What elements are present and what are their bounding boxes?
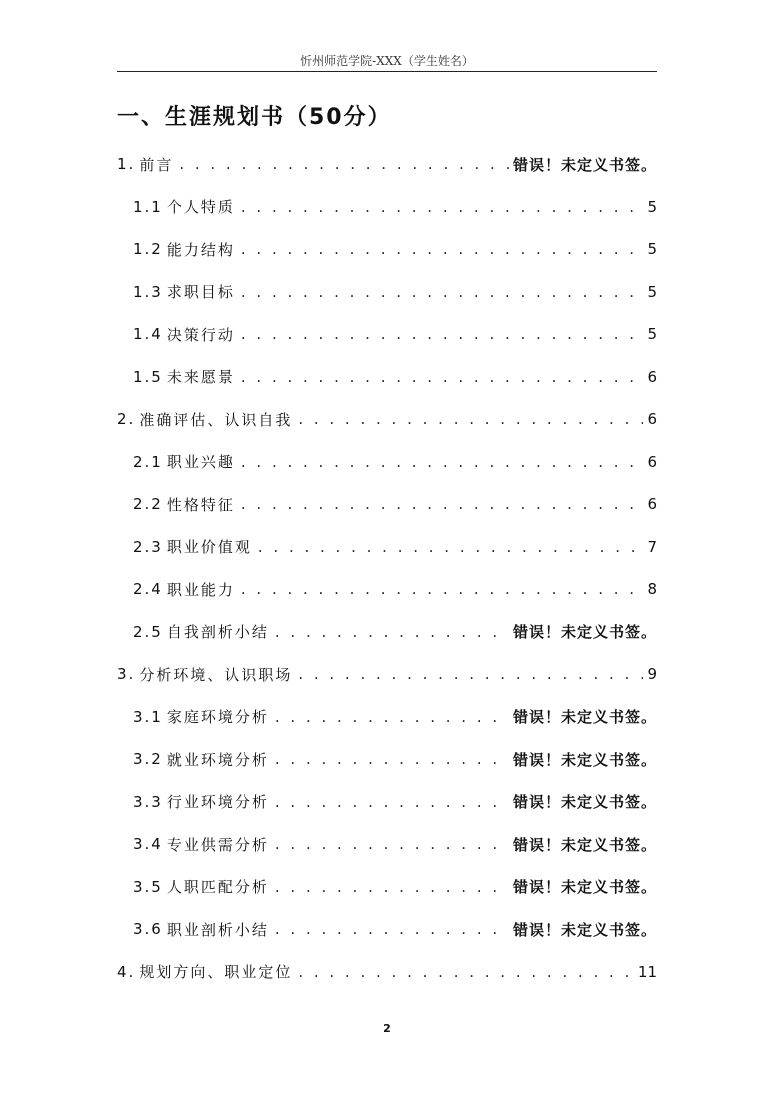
toc-entry-number: 2.3 [133, 537, 163, 556]
toc-dot-leader [241, 198, 644, 216]
section-heading: 一、生涯规划书（50分） [117, 105, 392, 130]
toc-entry-title: 准确评估、认识自我 [139, 410, 293, 429]
toc-entry[interactable] [117, 696, 657, 739]
toc-entry-number: 1.5 [133, 367, 163, 386]
toc-entry[interactable] [117, 228, 657, 271]
toc-entry-bookmark-error: 错误！未定义书签。 [512, 920, 657, 939]
page-header: 忻州师范学院-XXX（学生姓名） [300, 54, 474, 68]
toc-entry-title: 决策行动 [166, 325, 235, 344]
toc-dot-leader [241, 325, 644, 343]
toc-entry-title: 职业价值观 [166, 538, 252, 557]
toc-entry-number: 2. [117, 410, 136, 429]
toc-dot-leader [241, 283, 644, 301]
toc-dot-leader [298, 963, 634, 981]
toc-dot-leader [298, 410, 643, 428]
toc-entry-title: 家庭环境分析 [166, 708, 269, 727]
toc-entry-title: 规划方向、职业定位 [139, 963, 293, 982]
toc-entry-title: 个人特质 [166, 198, 235, 217]
toc-entry-number: 3.1 [133, 707, 163, 726]
toc-entry-bookmark-error: 错误！未定义书签。 [512, 793, 657, 812]
toc-entry[interactable] [117, 781, 657, 824]
toc-entry-title: 专业供需分析 [166, 835, 269, 854]
toc-entry-number: 1.3 [133, 282, 163, 301]
toc-entry[interactable] [117, 568, 657, 611]
toc-entry-number: 3. [117, 665, 136, 684]
toc-entry-page: 8 [647, 580, 657, 599]
toc-dot-leader [258, 538, 644, 556]
toc-entry[interactable] [117, 653, 657, 696]
toc-entry-title: 自我剖析小结 [166, 623, 269, 642]
toc-entry-bookmark-error: 错误！未定义书签。 [512, 835, 657, 854]
table-of-contents [117, 143, 657, 993]
toc-entry-number: 1.2 [133, 240, 163, 259]
toc-entry-number: 2.1 [133, 452, 163, 471]
toc-entry-title: 职业能力 [166, 580, 235, 599]
toc-entry-title: 性格特征 [166, 495, 235, 514]
toc-entry-number: 2.2 [133, 495, 163, 514]
toc-entry-number: 3.4 [133, 835, 163, 854]
toc-entry-bookmark-error: 错误！未定义书签。 [512, 708, 657, 727]
toc-entry[interactable] [117, 866, 657, 909]
toc-entry-number: 1. [117, 155, 136, 174]
toc-entry-number: 1.4 [133, 325, 163, 344]
toc-dot-leader [241, 453, 644, 471]
toc-dot-leader [275, 793, 509, 811]
toc-entry-title: 能力结构 [166, 240, 235, 259]
toc-entry-number: 3.2 [133, 750, 163, 769]
toc-dot-leader [241, 240, 644, 258]
toc-entry[interactable] [117, 186, 657, 229]
toc-entry[interactable] [117, 143, 657, 186]
toc-entry[interactable] [117, 356, 657, 399]
header-divider [117, 71, 657, 72]
toc-entry[interactable] [117, 441, 657, 484]
toc-dot-leader [241, 580, 644, 598]
toc-entry-page: 6 [647, 367, 657, 386]
toc-entry-page: 5 [647, 197, 657, 216]
toc-entry-number: 4. [117, 962, 136, 981]
toc-entry-title: 分析环境、认识职场 [139, 665, 293, 684]
toc-dot-leader [275, 708, 509, 726]
toc-entry-title: 人职匹配分析 [166, 878, 269, 897]
toc-entry-page: 5 [647, 325, 657, 344]
toc-entry[interactable] [117, 313, 657, 356]
toc-dot-leader [275, 920, 509, 938]
toc-entry-title: 职业剖析小结 [166, 920, 269, 939]
toc-dot-leader [275, 835, 509, 853]
toc-entry[interactable] [117, 823, 657, 866]
toc-entry[interactable] [117, 398, 657, 441]
toc-dot-leader [241, 368, 644, 386]
toc-entry-title: 行业环境分析 [166, 793, 269, 812]
toc-dot-leader [275, 623, 509, 641]
toc-entry-page: 6 [647, 452, 657, 471]
toc-entry[interactable] [117, 271, 657, 314]
toc-entry-number: 2.5 [133, 622, 163, 641]
toc-dot-leader [179, 155, 509, 173]
toc-dot-leader [241, 495, 644, 513]
toc-entry-bookmark-error: 错误！未定义书签。 [512, 878, 657, 897]
toc-entry[interactable] [117, 951, 657, 994]
toc-entry-page: 6 [647, 410, 657, 429]
toc-entry-number: 3.5 [133, 877, 163, 896]
toc-entry-page: 5 [647, 282, 657, 301]
toc-entry-title: 前言 [139, 155, 174, 174]
toc-entry-page: 11 [637, 962, 657, 981]
toc-entry[interactable] [117, 526, 657, 569]
toc-entry-bookmark-error: 错误！未定义书签。 [512, 155, 657, 174]
toc-entry[interactable] [117, 483, 657, 526]
toc-dot-leader [298, 665, 643, 683]
toc-dot-leader [275, 750, 509, 768]
toc-entry-title: 未来愿景 [166, 368, 235, 387]
toc-entry-page: 6 [647, 495, 657, 514]
toc-entry[interactable] [117, 738, 657, 781]
toc-entry[interactable] [117, 908, 657, 951]
toc-dot-leader [275, 878, 509, 896]
toc-entry-number: 1.1 [133, 197, 163, 216]
toc-entry-number: 3.3 [133, 792, 163, 811]
toc-entry-title: 求职目标 [166, 283, 235, 302]
toc-entry-title: 就业环境分析 [166, 750, 269, 769]
toc-entry-number: 2.4 [133, 580, 163, 599]
toc-entry-bookmark-error: 错误！未定义书签。 [512, 623, 657, 642]
toc-entry-number: 3.6 [133, 920, 163, 939]
toc-entry[interactable] [117, 611, 657, 654]
toc-entry-page: 9 [647, 665, 657, 684]
toc-entry-bookmark-error: 错误！未定义书签。 [512, 750, 657, 769]
toc-entry-title: 职业兴趣 [166, 453, 235, 472]
toc-entry-page: 5 [647, 240, 657, 259]
page-number: 2 [383, 1022, 391, 1035]
toc-entry-page: 7 [647, 537, 657, 556]
